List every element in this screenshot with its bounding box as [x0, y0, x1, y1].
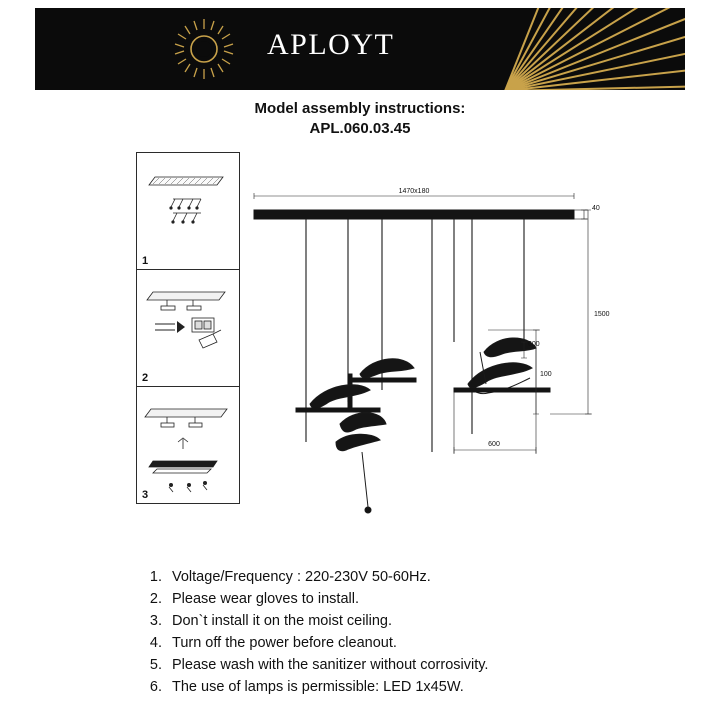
note-text: Don`t install it on the moist ceiling.	[172, 613, 393, 629]
note-text: Please wear gloves to install.	[172, 591, 359, 607]
canopy	[254, 210, 574, 219]
dim-module-height-label: 600	[528, 341, 540, 348]
step-2-illustration	[137, 270, 241, 388]
technical-drawing	[236, 152, 706, 562]
step-2-panel	[136, 269, 240, 387]
step-3-number: 3	[142, 489, 149, 501]
step-2-number: 2	[142, 372, 149, 384]
fixture-drawing	[236, 152, 706, 562]
assembly-steps	[136, 152, 240, 504]
note-text: Turn off the power before cleanout.	[172, 635, 397, 651]
page-title: Model assembly instructions:	[254, 100, 466, 117]
step-1-panel	[136, 152, 240, 270]
note-item	[140, 590, 640, 609]
step-3-panel	[136, 386, 240, 504]
note-item	[140, 656, 640, 675]
lamp-module-left	[336, 413, 386, 513]
note-index: 3.	[149, 613, 162, 629]
safety-notes	[140, 568, 640, 700]
note-item	[140, 634, 640, 653]
note-text: The use of lamps is permissible: LED 1x45W.	[172, 679, 464, 695]
brand-banner	[35, 8, 685, 90]
note-index: 1.	[149, 569, 162, 585]
brand-name: APLOYT	[267, 28, 395, 61]
note-item	[140, 612, 640, 631]
dim-canopy-height	[574, 210, 588, 219]
dim-overall-width-label: 1470x180	[398, 188, 430, 195]
note-index: 6.	[149, 679, 162, 695]
dim-module-drop-label: 100	[540, 371, 552, 378]
dim-total-drop-label: 1500	[594, 311, 610, 318]
step-1-number: 1	[142, 255, 149, 267]
note-item	[140, 678, 640, 697]
step-1-illustration	[137, 153, 241, 271]
note-item	[140, 568, 640, 587]
note-text: Voltage/Frequency : 220-230V 50-60Hz.	[172, 569, 431, 585]
suspension-cables	[306, 219, 524, 452]
note-index: 2.	[149, 591, 162, 607]
note-text: Please wash with the sanitizer without corrosivity.	[172, 657, 489, 673]
dim-total-drop	[550, 210, 592, 414]
model-code: APL.060.03.45	[309, 120, 411, 137]
dim-canopy-height-label: 40	[592, 205, 600, 212]
step-3-illustration	[137, 387, 241, 505]
note-index: 5.	[149, 657, 162, 673]
note-index: 4.	[149, 635, 162, 651]
lamp-module-middle	[296, 359, 416, 412]
dim-module-width-label: 600	[488, 441, 500, 448]
sunburst-icon	[173, 18, 235, 80]
ray-fan-icon	[495, 8, 685, 90]
